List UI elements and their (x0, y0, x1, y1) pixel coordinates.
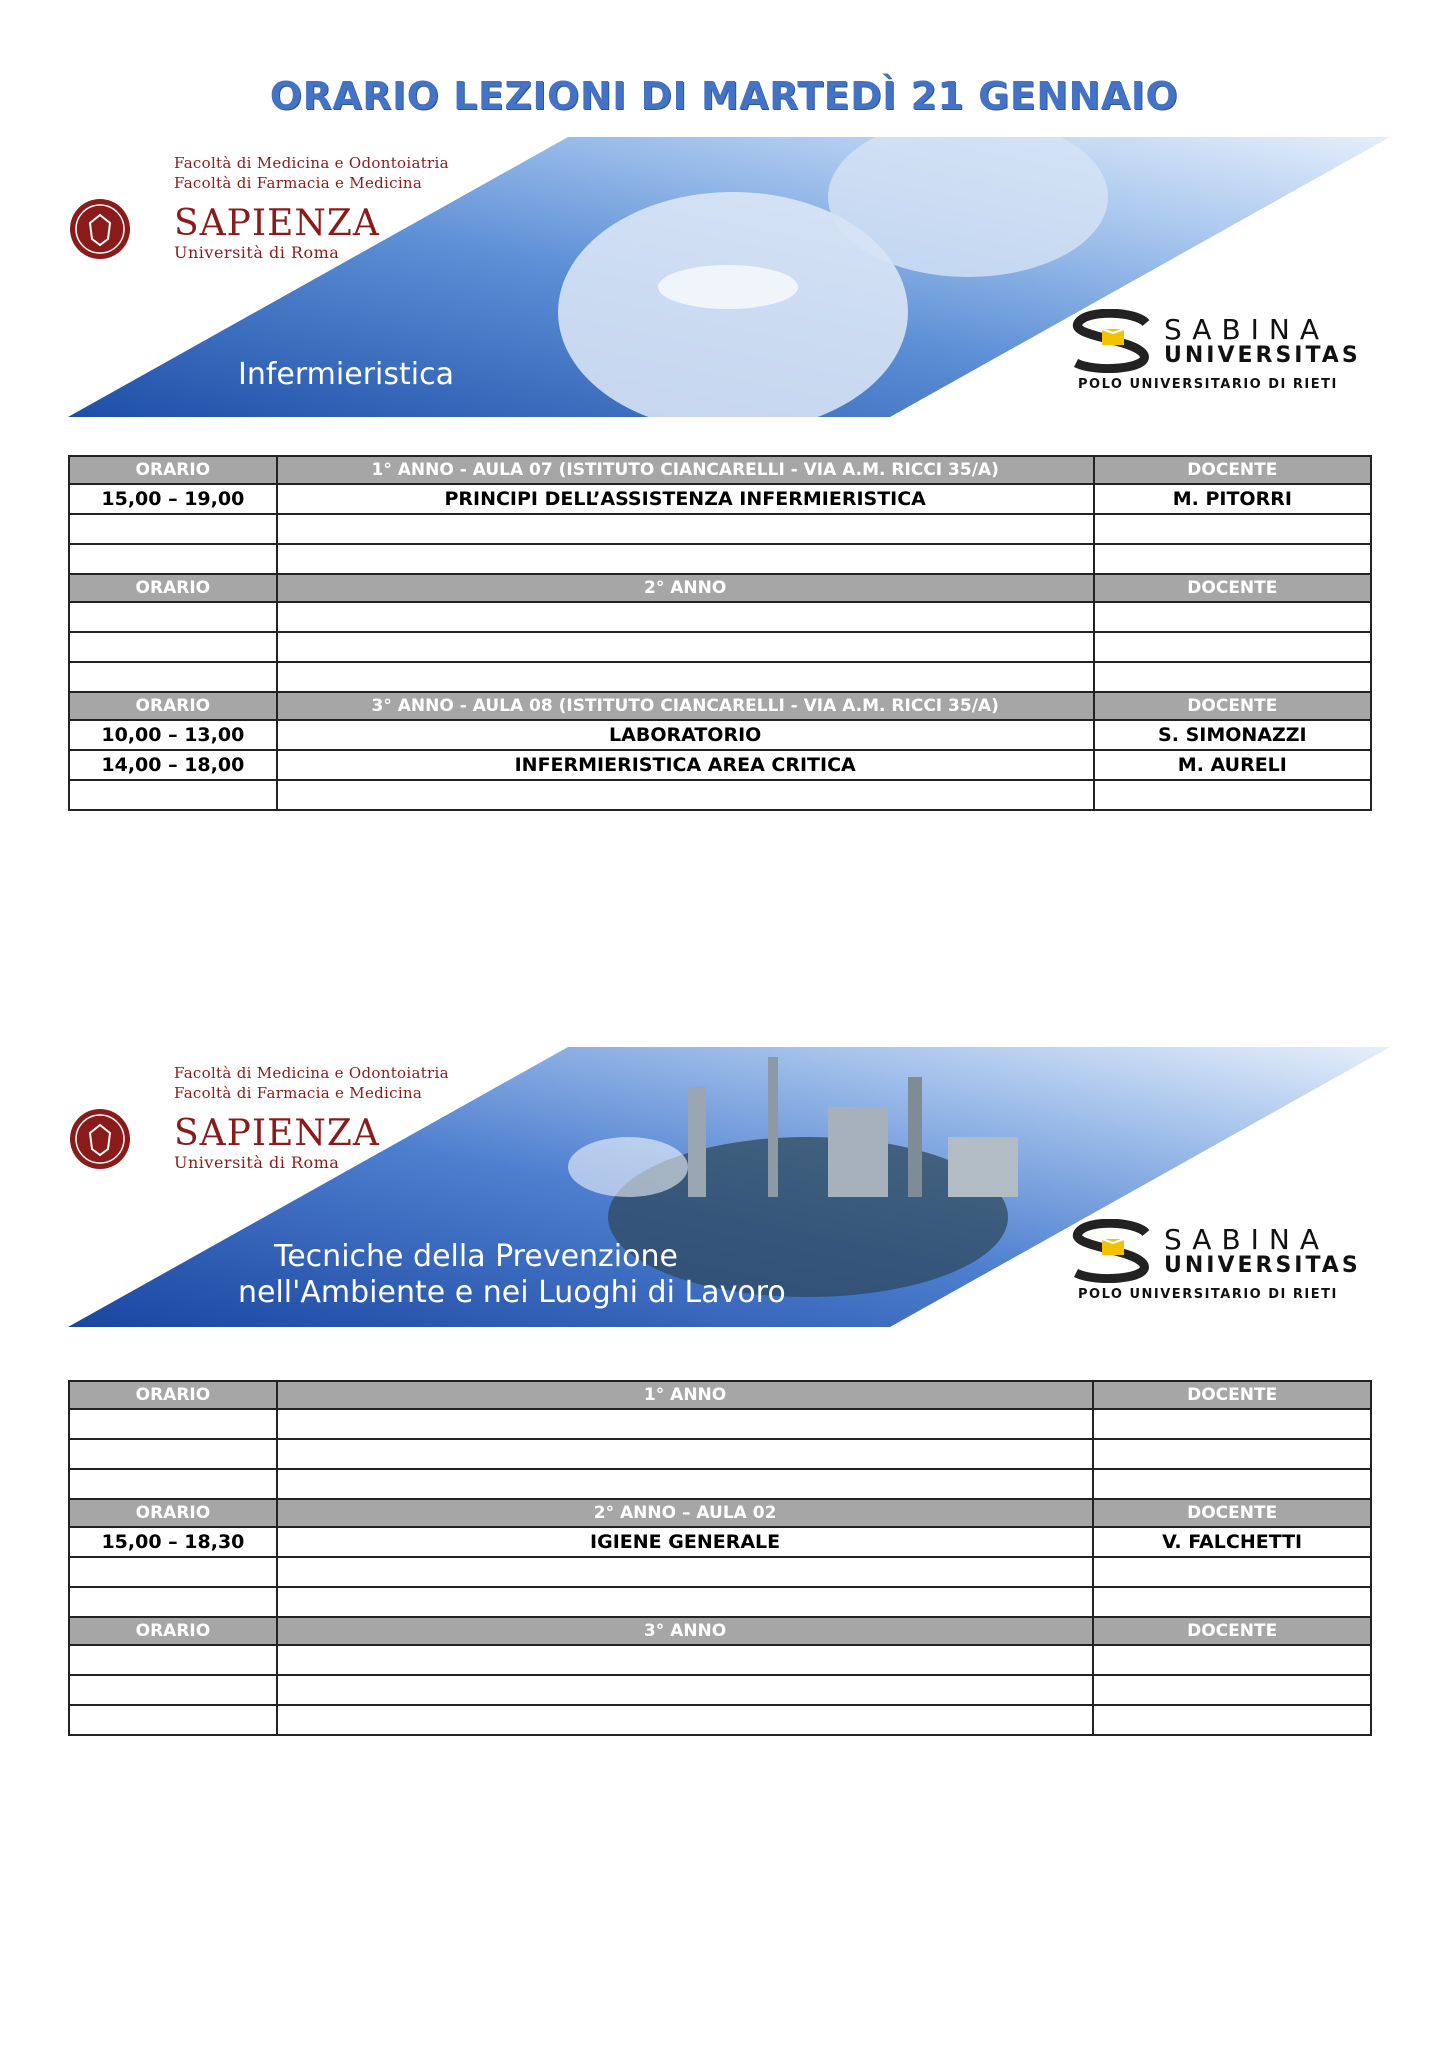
cell-docente (1094, 602, 1371, 632)
cell-lesson (277, 1409, 1093, 1439)
header-cell-docente: DOCENTE (1093, 1617, 1371, 1645)
cell-orario (69, 544, 277, 574)
cell-lesson (277, 780, 1094, 810)
cell-docente: M. PITORRI (1094, 484, 1371, 514)
cell-lesson (277, 1645, 1093, 1675)
cell-docente (1094, 514, 1371, 544)
table-row (69, 632, 1371, 662)
table-header-row (69, 692, 1371, 720)
header-cell-lesson: 1° ANNO (277, 1381, 1093, 1409)
table-row (69, 1705, 1371, 1735)
table-row (69, 1645, 1371, 1675)
cell-docente (1093, 1469, 1371, 1499)
cell-lesson: PRINCIPI DELL’ASSISTENZA INFERMIERISTICA (277, 484, 1094, 514)
header-cell-docente: DOCENTE (1094, 456, 1371, 484)
header-cell-orario: ORARIO (69, 574, 277, 602)
cell-orario (69, 1557, 277, 1587)
cell-docente: S. SIMONAZZI (1094, 720, 1371, 750)
cell-lesson: IGIENE GENERALE (277, 1527, 1093, 1557)
cell-lesson (277, 544, 1094, 574)
cell-orario (69, 602, 277, 632)
cell-lesson (277, 1675, 1093, 1705)
cell-orario (69, 780, 277, 810)
sabina-universitas-logo (1066, 309, 1366, 399)
header-cell-orario: ORARIO (69, 1381, 277, 1409)
cell-docente (1094, 632, 1371, 662)
cell-orario (69, 514, 277, 544)
header-cell-lesson: 1° ANNO - AULA 07 (ISTITUTO CIANCARELLI - VIA A.M. RICCI 35/A) (277, 456, 1094, 484)
cell-docente (1093, 1587, 1371, 1617)
partner-name: SABINA (1164, 1223, 1330, 1256)
cell-orario (69, 1587, 277, 1617)
header-cell-lesson: 2° ANNO – AULA 02 (277, 1499, 1093, 1527)
table-row (69, 514, 1371, 544)
partner-tagline: POLO UNIVERSITARIO DI RIETI (1078, 377, 1338, 392)
table-row (69, 1439, 1371, 1469)
partner-subtitle: UNIVERSITAS (1164, 1253, 1361, 1278)
banner-infermieristica (68, 137, 1390, 417)
sapienza-seal-icon (68, 197, 132, 261)
cell-lesson (277, 662, 1094, 692)
header-cell-orario: ORARIO (69, 1499, 277, 1527)
cell-orario: 10,00 – 13,00 (69, 720, 277, 750)
cell-docente (1093, 1675, 1371, 1705)
cell-lesson (277, 632, 1094, 662)
table-row (69, 1527, 1371, 1557)
table-header-row (69, 574, 1371, 602)
faculty-line-1: Facoltà di Medicina e Odontoiatria (174, 154, 449, 172)
faculty-line-2: Facoltà di Farmacia e Medicina (174, 1084, 423, 1102)
table-header-row (69, 456, 1371, 484)
schedule-table-tecniche-prevenzione (68, 1380, 1372, 1736)
cell-lesson (277, 1705, 1093, 1735)
cell-docente (1093, 1409, 1371, 1439)
cell-lesson (277, 602, 1094, 632)
cell-lesson (277, 514, 1094, 544)
table-row (69, 1557, 1371, 1587)
cell-orario (69, 662, 277, 692)
table-row (69, 544, 1371, 574)
faculty-line-1: Facoltà di Medicina e Odontoiatria (174, 1064, 449, 1082)
page-title: ORARIO LEZIONI DI MARTEDÌ 21 GENNAIO (269, 74, 1179, 118)
cell-docente: V. FALCHETTI (1093, 1527, 1371, 1557)
header-cell-docente: DOCENTE (1094, 692, 1371, 720)
university-name: SAPIENZA (174, 1113, 380, 1154)
header-cell-docente: DOCENTE (1093, 1499, 1371, 1527)
table-header-row (69, 1381, 1371, 1409)
table-header-row (69, 1617, 1371, 1645)
schedule-table-infermieristica (68, 455, 1372, 811)
course-name-line-2: nell'Ambiente e nei Luoghi di Lavoro (238, 1275, 786, 1310)
cell-orario (69, 1439, 277, 1469)
cell-docente (1093, 1705, 1371, 1735)
header-cell-orario: ORARIO (69, 692, 277, 720)
table-row (69, 1587, 1371, 1617)
cell-docente (1094, 544, 1371, 574)
cell-docente (1094, 662, 1371, 692)
cell-orario (69, 1409, 277, 1439)
university-subtitle: Università di Roma (174, 1153, 340, 1172)
university-subtitle: Università di Roma (174, 243, 340, 262)
table-row (69, 780, 1371, 810)
cell-lesson: INFERMIERISTICA AREA CRITICA (277, 750, 1094, 780)
header-cell-orario: ORARIO (69, 456, 277, 484)
cell-lesson (277, 1439, 1093, 1469)
cell-orario (69, 1469, 277, 1499)
header-cell-docente: DOCENTE (1093, 1381, 1371, 1409)
header-cell-lesson: 2° ANNO (277, 574, 1094, 602)
table-row (69, 602, 1371, 632)
cell-lesson (277, 1469, 1093, 1499)
sabina-universitas-logo (1066, 1219, 1366, 1309)
cell-orario: 15,00 – 18,30 (69, 1527, 277, 1557)
cell-orario: 15,00 – 19,00 (69, 484, 277, 514)
cell-lesson (277, 1557, 1093, 1587)
cell-orario: 14,00 – 18,00 (69, 750, 277, 780)
table-row (69, 1469, 1371, 1499)
cell-docente (1093, 1439, 1371, 1469)
cell-orario (69, 1645, 277, 1675)
header-cell-lesson: 3° ANNO - AULA 08 (ISTITUTO CIANCARELLI - VIA A.M. RICCI 35/A) (277, 692, 1094, 720)
course-name-line-1: Tecniche della Prevenzione (274, 1239, 678, 1274)
cell-docente: M. AURELI (1094, 750, 1371, 780)
partner-tagline: POLO UNIVERSITARIO DI RIETI (1078, 1287, 1338, 1302)
partner-subtitle: UNIVERSITAS (1164, 343, 1361, 368)
partner-name: SABINA (1164, 313, 1330, 346)
cell-lesson: LABORATORIO (277, 720, 1094, 750)
cell-orario (69, 1705, 277, 1735)
cell-orario (69, 632, 277, 662)
cell-docente (1093, 1557, 1371, 1587)
sapienza-seal-icon (68, 1107, 132, 1171)
table-header-row (69, 1499, 1371, 1527)
sabina-logo-icon (1066, 309, 1156, 373)
table-row (69, 720, 1371, 750)
table-row (69, 484, 1371, 514)
cell-docente (1094, 780, 1371, 810)
header-cell-docente: DOCENTE (1094, 574, 1371, 602)
cell-lesson (277, 1587, 1093, 1617)
faculty-line-2: Facoltà di Farmacia e Medicina (174, 174, 423, 192)
header-cell-lesson: 3° ANNO (277, 1617, 1093, 1645)
cell-docente (1093, 1645, 1371, 1675)
university-name: SAPIENZA (174, 203, 380, 244)
header-cell-orario: ORARIO (69, 1617, 277, 1645)
table-row (69, 1675, 1371, 1705)
table-row (69, 750, 1371, 780)
banner-tecniche-prevenzione (68, 1047, 1390, 1327)
course-name-line-1: Infermieristica (238, 357, 454, 392)
sabina-logo-icon (1066, 1219, 1156, 1283)
cell-orario (69, 1675, 277, 1705)
table-row (69, 1409, 1371, 1439)
table-row (69, 662, 1371, 692)
